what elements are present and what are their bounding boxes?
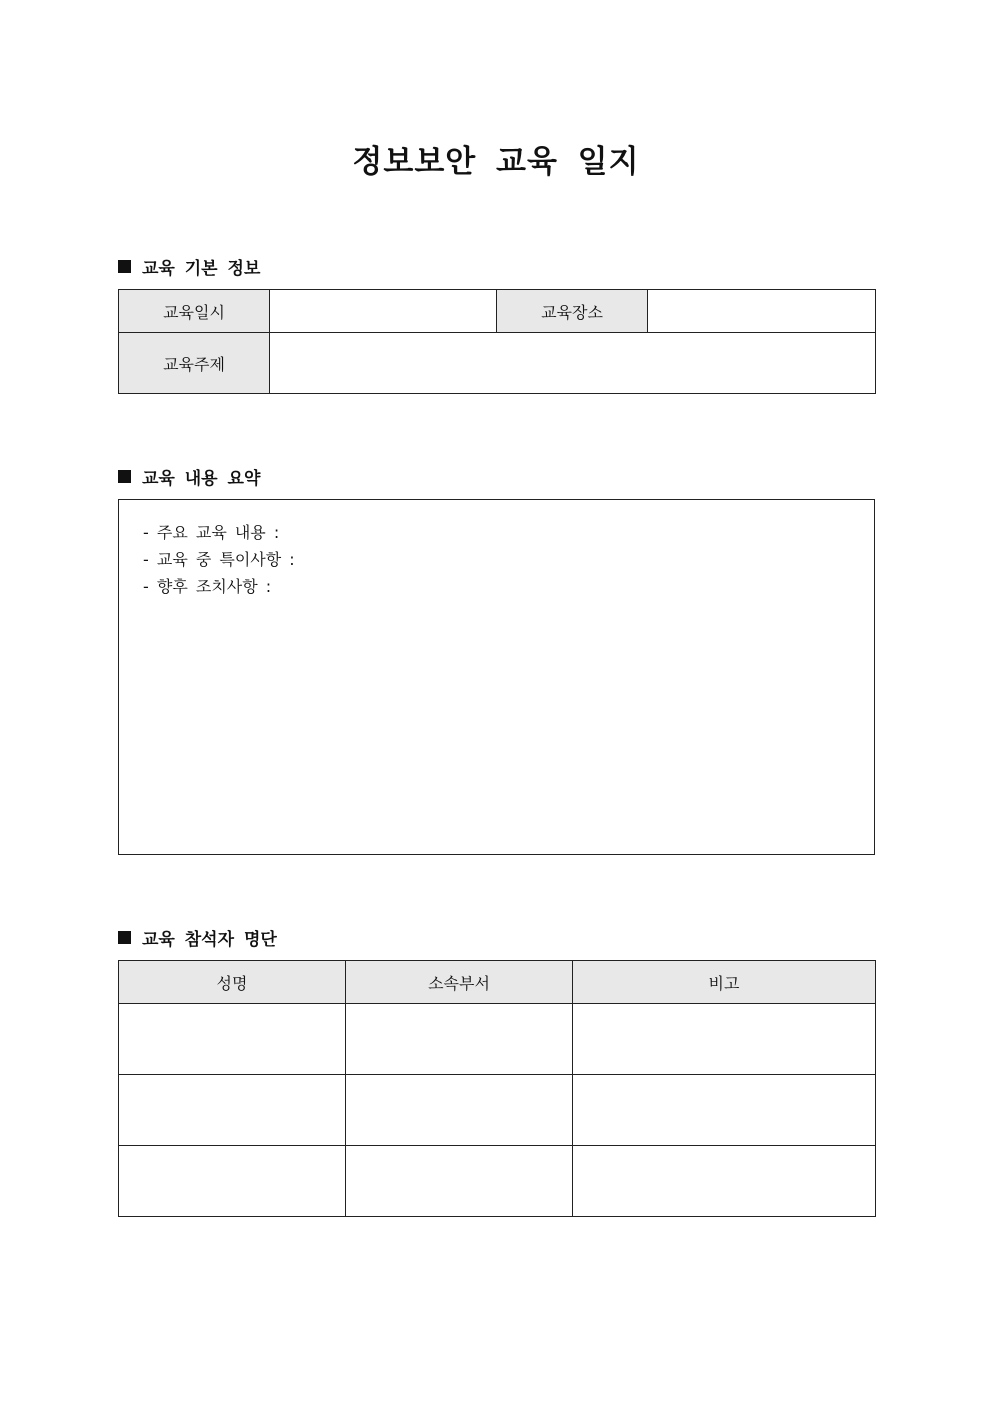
attendee-name-cell[interactable]	[119, 1004, 346, 1075]
summary-list	[119, 500, 874, 600]
black-square-icon	[118, 470, 131, 483]
table-row	[119, 1075, 876, 1146]
section-heading-label: 교육 기본 정보	[142, 259, 261, 279]
date-label: 교육일시	[119, 290, 270, 333]
section-heading-basic-info	[118, 254, 260, 279]
place-label: 교육장소	[497, 290, 648, 333]
section-heading-attendees	[118, 925, 277, 950]
topic-label: 교육주제	[119, 333, 270, 394]
column-header-remarks: 비고	[573, 961, 876, 1004]
summary-box[interactable]	[118, 499, 875, 855]
page-title: 정보보안 교육 일지	[352, 144, 640, 180]
table-row	[119, 1146, 876, 1217]
attendee-department-cell[interactable]	[346, 1146, 573, 1217]
attendee-remarks-cell[interactable]	[573, 1004, 876, 1075]
attendee-department-cell[interactable]	[346, 1075, 573, 1146]
attendees-table	[118, 960, 876, 1217]
place-value-cell[interactable]	[648, 290, 876, 333]
column-header-name: 성명	[119, 961, 346, 1004]
black-square-icon	[118, 260, 131, 273]
black-square-icon	[118, 931, 131, 944]
table-row	[119, 1004, 876, 1075]
basic-info-table	[118, 289, 876, 394]
attendee-name-cell[interactable]	[119, 1146, 346, 1217]
date-value-cell[interactable]	[270, 290, 497, 333]
column-header-department: 소속부서	[346, 961, 573, 1004]
summary-item-main-content: - 주요 교육 내용 :	[143, 523, 280, 542]
summary-item-special-notes: - 교육 중 특이사항 :	[143, 550, 295, 569]
attendee-department-cell[interactable]	[346, 1004, 573, 1075]
section-heading-summary	[118, 464, 260, 489]
attendee-name-cell[interactable]	[119, 1075, 346, 1146]
section-heading-label: 교육 내용 요약	[142, 469, 261, 489]
section-heading-label: 교육 참석자 명단	[142, 930, 277, 950]
attendee-remarks-cell[interactable]	[573, 1146, 876, 1217]
attendee-remarks-cell[interactable]	[573, 1075, 876, 1146]
topic-value-cell[interactable]	[270, 333, 876, 394]
summary-item-follow-up: - 향후 조치사항 :	[143, 577, 272, 596]
